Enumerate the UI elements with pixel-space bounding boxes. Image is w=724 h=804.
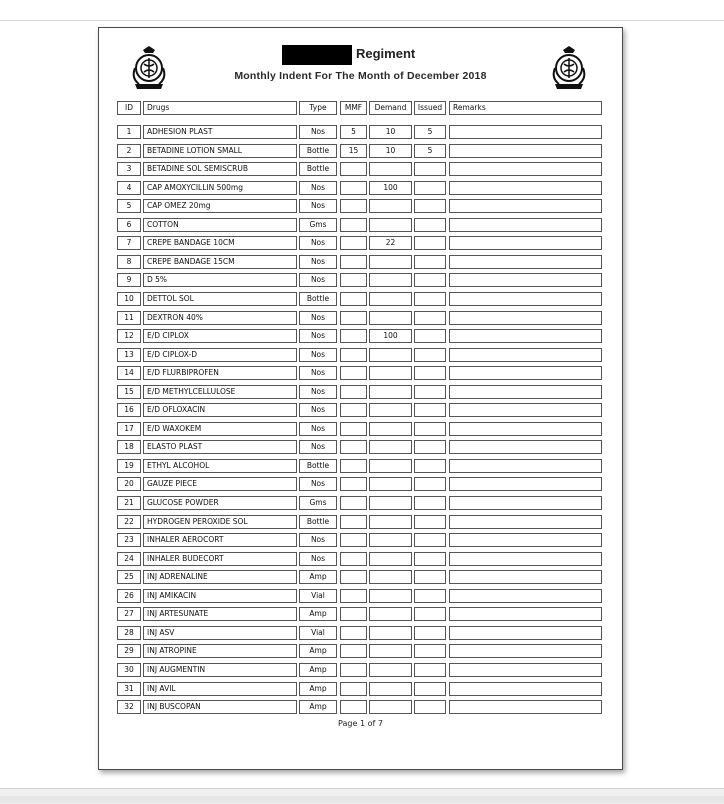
row-demand: 10 [369,144,412,158]
row-issued [414,329,446,343]
row-issued [414,496,446,510]
row-id: 12 [117,329,141,343]
row-mmf [340,496,367,510]
row-remarks [449,682,602,696]
row-id: 9 [117,273,141,287]
row-type: Gms [299,496,337,510]
row-remarks [449,366,602,380]
row-mmf [340,700,367,714]
row-type: Bottle [299,515,337,529]
row-demand [369,403,412,417]
row-drug: ETHYL ALCOHOL [143,459,297,473]
row-issued [414,459,446,473]
horizontal-scrollbar[interactable] [0,796,724,803]
row-drug: COTTON [143,218,297,232]
row-mmf [340,422,367,436]
row-id: 30 [117,663,141,677]
row-id: 3 [117,162,141,176]
indent-subtitle: Monthly Indent For The Month of December 2018 [234,70,487,82]
row-mmf [340,329,367,343]
row-drug: INHALER AEROCORT [143,533,297,547]
header-demand: Demand [369,101,412,115]
row-mmf [340,273,367,287]
header-drugs: Drugs [143,101,297,115]
row-remarks [449,644,602,658]
row-id: 6 [117,218,141,232]
row-issued: 5 [414,125,446,139]
row-id: 24 [117,552,141,566]
document-page [98,27,623,770]
row-demand [369,459,412,473]
row-demand [369,366,412,380]
row-mmf: 5 [340,125,367,139]
row-issued [414,162,446,176]
regiment-title: Regiment [356,46,416,61]
row-drug: INJ ARTESUNATE [143,607,297,621]
row-mmf [340,644,367,658]
row-demand [369,385,412,399]
row-type: Nos [299,477,337,491]
row-demand: 100 [369,329,412,343]
row-type: Bottle [299,144,337,158]
row-drug: INJ ATROPINE [143,644,297,658]
row-drug: D 5% [143,273,297,287]
row-id: 25 [117,570,141,584]
row-drug: BETADINE SOL SEMISCRUB [143,162,297,176]
row-issued [414,515,446,529]
row-demand: 22 [369,236,412,250]
row-drug: INJ ADRENALINE [143,570,297,584]
row-type: Amp [299,570,337,584]
row-id: 16 [117,403,141,417]
row-remarks [449,273,602,287]
row-mmf [340,533,367,547]
row-mmf [340,515,367,529]
row-remarks [449,663,602,677]
row-id: 17 [117,422,141,436]
row-remarks [449,144,602,158]
header-id: ID [117,101,141,115]
row-id: 28 [117,626,141,640]
row-demand [369,496,412,510]
row-remarks [449,348,602,362]
row-type: Bottle [299,292,337,306]
row-mmf [340,162,367,176]
row-type: Vial [299,589,337,603]
row-id: 20 [117,477,141,491]
row-type: Nos [299,236,337,250]
header-mmf: MMF [340,101,367,115]
row-drug: E/D CIPLOX-D [143,348,297,362]
row-drug: E/D FLURBIPROFEN [143,366,297,380]
row-type: Vial [299,626,337,640]
row-remarks [449,218,602,232]
row-id: 26 [117,589,141,603]
row-demand [369,570,412,584]
row-drug: INJ AMIKACIN [143,589,297,603]
row-drug: GLUCOSE POWDER [143,496,297,510]
row-drug: CAP AMOXYCILLIN 500mg [143,181,297,195]
row-mmf [340,607,367,621]
row-mmf [340,292,367,306]
row-demand [369,589,412,603]
row-mmf [340,311,367,325]
row-issued [414,440,446,454]
row-type: Amp [299,644,337,658]
row-remarks [449,125,602,139]
row-demand: 100 [369,181,412,195]
row-type: Nos [299,125,337,139]
row-demand [369,607,412,621]
row-mmf [340,682,367,696]
row-issued [414,682,446,696]
row-demand [369,422,412,436]
page-number: Page 1 of 7 [338,719,383,728]
row-issued [414,181,446,195]
row-issued [414,292,446,306]
row-drug: INHALER BUDECORT [143,552,297,566]
row-demand [369,162,412,176]
row-demand [369,644,412,658]
row-type: Amp [299,607,337,621]
row-id: 4 [117,181,141,195]
row-drug: HYDROGEN PEROXIDE SOL [143,515,297,529]
row-id: 21 [117,496,141,510]
row-demand [369,515,412,529]
row-demand [369,626,412,640]
row-drug: INJ BUSCOPAN [143,700,297,714]
row-mmf [340,348,367,362]
row-id: 27 [117,607,141,621]
viewer-toolbar [0,0,724,21]
row-remarks [449,329,602,343]
row-type: Nos [299,385,337,399]
row-remarks [449,570,602,584]
row-issued: 5 [414,144,446,158]
row-remarks [449,700,602,714]
row-drug: INJ AVIL [143,682,297,696]
row-demand [369,292,412,306]
row-id: 2 [117,144,141,158]
row-drug: ADHESION PLAST [143,125,297,139]
row-id: 19 [117,459,141,473]
row-id: 8 [117,255,141,269]
row-issued [414,218,446,232]
row-issued [414,366,446,380]
row-demand [369,255,412,269]
row-type: Bottle [299,162,337,176]
header-issued: Issued [414,101,446,115]
row-mmf [340,199,367,213]
row-issued [414,552,446,566]
row-drug: E/D WAXOKEM [143,422,297,436]
row-remarks [449,533,602,547]
row-drug: E/D METHYLCELLULOSE [143,385,297,399]
row-demand [369,311,412,325]
row-mmf [340,589,367,603]
row-remarks [449,292,602,306]
row-issued [414,199,446,213]
row-type: Nos [299,533,337,547]
row-demand: 10 [369,125,412,139]
row-demand [369,663,412,677]
row-mmf [340,626,367,640]
row-type: Nos [299,552,337,566]
row-issued [414,422,446,436]
row-mmf [340,255,367,269]
row-issued [414,348,446,362]
row-id: 32 [117,700,141,714]
row-mmf [340,477,367,491]
row-remarks [449,552,602,566]
row-issued [414,273,446,287]
row-mmf [340,440,367,454]
row-issued [414,570,446,584]
row-mmf [340,663,367,677]
row-demand [369,199,412,213]
row-type: Gms [299,218,337,232]
row-type: Nos [299,311,337,325]
row-issued [414,533,446,547]
row-remarks [449,440,602,454]
row-issued [414,644,446,658]
row-demand [369,218,412,232]
row-remarks [449,607,602,621]
row-id: 11 [117,311,141,325]
row-type: Nos [299,366,337,380]
row-remarks [449,496,602,510]
row-issued [414,385,446,399]
row-type: Nos [299,403,337,417]
row-remarks [449,385,602,399]
row-id: 10 [117,292,141,306]
redacted-regiment-name [282,45,352,65]
row-mmf [340,403,367,417]
row-type: Nos [299,422,337,436]
row-remarks [449,626,602,640]
row-issued [414,236,446,250]
row-drug: CREPE BANDAGE 15CM [143,255,297,269]
row-issued [414,626,446,640]
row-remarks [449,181,602,195]
row-issued [414,477,446,491]
row-id: 23 [117,533,141,547]
row-type: Nos [299,255,337,269]
row-mmf [340,181,367,195]
row-id: 14 [117,366,141,380]
row-id: 18 [117,440,141,454]
row-demand [369,440,412,454]
row-type: Amp [299,682,337,696]
header-remarks: Remarks [449,101,602,115]
row-drug: DEXTRON 40% [143,311,297,325]
row-remarks [449,459,602,473]
row-type: Amp [299,700,337,714]
row-drug: BETADINE LOTION SMALL [143,144,297,158]
row-type: Bottle [299,459,337,473]
row-issued [414,700,446,714]
row-drug: DETTOL SOL [143,292,297,306]
regiment-emblem-icon [549,44,589,92]
row-id: 15 [117,385,141,399]
row-id: 29 [117,644,141,658]
row-demand [369,348,412,362]
row-remarks [449,162,602,176]
row-issued [414,663,446,677]
row-id: 5 [117,199,141,213]
row-drug: INJ ASV [143,626,297,640]
row-mmf [340,236,367,250]
row-issued [414,255,446,269]
row-type: Nos [299,273,337,287]
row-drug: CREPE BANDAGE 10CM [143,236,297,250]
row-remarks [449,255,602,269]
row-mmf [340,570,367,584]
row-drug: INJ AUGMENTIN [143,663,297,677]
row-issued [414,607,446,621]
row-issued [414,589,446,603]
row-id: 7 [117,236,141,250]
row-type: Nos [299,199,337,213]
row-drug: CAP OMEZ 20mg [143,199,297,213]
row-demand [369,273,412,287]
row-id: 1 [117,125,141,139]
row-demand [369,533,412,547]
row-mmf [340,385,367,399]
row-id: 31 [117,682,141,696]
row-demand [369,700,412,714]
row-mmf [340,552,367,566]
row-mmf [340,366,367,380]
row-remarks [449,477,602,491]
row-type: Nos [299,440,337,454]
row-id: 13 [117,348,141,362]
row-type: Nos [299,348,337,362]
row-drug: E/D OFLOXACIN [143,403,297,417]
row-remarks [449,199,602,213]
row-remarks [449,589,602,603]
row-mmf: 15 [340,144,367,158]
row-mmf [340,459,367,473]
row-id: 22 [117,515,141,529]
row-remarks [449,515,602,529]
row-demand [369,682,412,696]
regiment-emblem-icon [129,44,169,92]
row-issued [414,403,446,417]
row-drug: ELASTO PLAST [143,440,297,454]
row-remarks [449,311,602,325]
row-drug: GAUZE PIECE [143,477,297,491]
row-drug: E/D CIPLOX [143,329,297,343]
row-remarks [449,236,602,250]
row-demand [369,477,412,491]
row-issued [414,311,446,325]
row-type: Nos [299,181,337,195]
header-type: Type [299,101,337,115]
row-type: Amp [299,663,337,677]
row-remarks [449,422,602,436]
row-mmf [340,218,367,232]
row-demand [369,552,412,566]
row-type: Nos [299,329,337,343]
row-remarks [449,403,602,417]
